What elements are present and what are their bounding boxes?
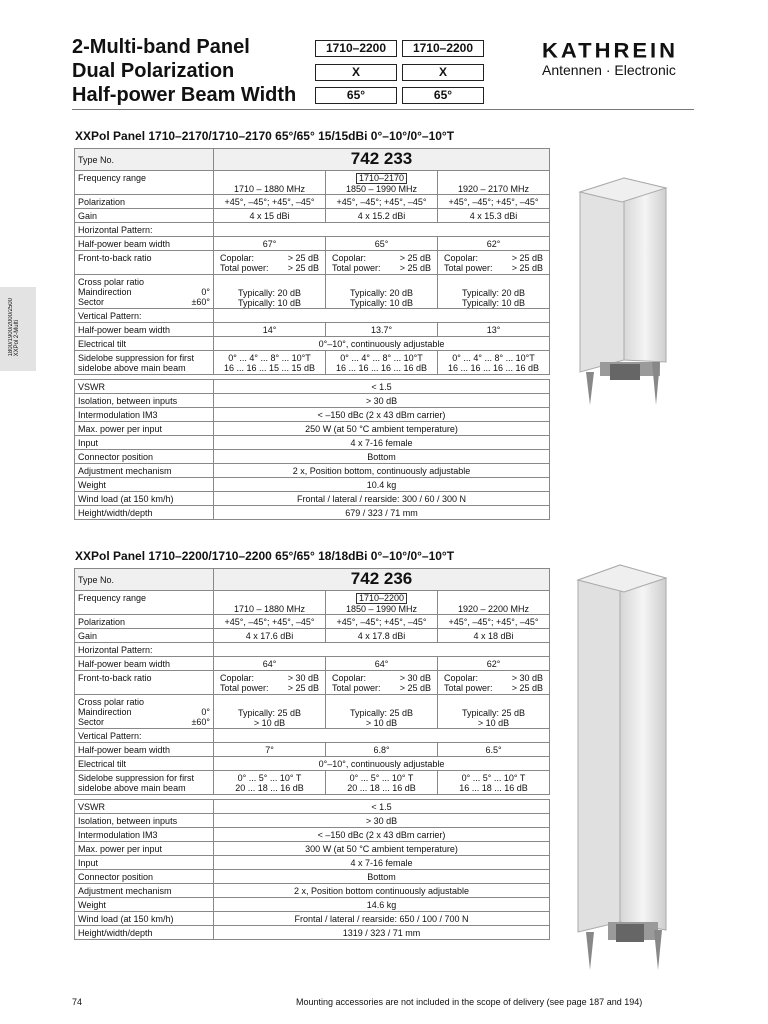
table-cell: 65° bbox=[326, 237, 438, 251]
vpattern-row bbox=[75, 729, 550, 743]
general-row bbox=[75, 814, 550, 828]
band2-beam-box: 65° bbox=[402, 87, 484, 104]
gain-row bbox=[75, 629, 550, 643]
general-row bbox=[75, 478, 550, 492]
side-tab-text: 1800/1900/2000/2500 XXPol 2-Multi bbox=[8, 298, 20, 357]
general-row bbox=[75, 492, 550, 506]
table-cell: Connector position bbox=[75, 870, 214, 884]
table-cell: Front-to-back ratio bbox=[75, 251, 214, 275]
table-cell: Intermodulation IM3 bbox=[75, 408, 214, 422]
table-cell: < –150 dBc (2 x 43 dBm carrier) bbox=[214, 828, 550, 842]
general-row bbox=[75, 450, 550, 464]
gain-row bbox=[75, 209, 550, 223]
table-cell: 62° bbox=[438, 657, 550, 671]
table-cell: Wind load (at 150 km/h) bbox=[75, 912, 214, 926]
table-cell: +45°, –45°; +45°, –45° bbox=[438, 195, 550, 209]
table-cell: Copolar: > 25 dB Total power: > 25 dB bbox=[214, 251, 326, 275]
freq-row bbox=[75, 591, 550, 615]
band1-beam-box: 65° bbox=[315, 87, 397, 104]
table-cell: 1710–2200 1850 – 1990 MHz bbox=[326, 591, 438, 615]
table-cell: 0° ... 4° ... 8° ... 10°T 16 ... 16 ... 15 ... 15 dB bbox=[214, 351, 326, 375]
type-number: 742 236 bbox=[350, 568, 413, 588]
general-row bbox=[75, 870, 550, 884]
table-cell: Weight bbox=[75, 898, 214, 912]
table-cell bbox=[214, 309, 550, 323]
table-cell: 2 x, Position bottom continuously adjustable bbox=[214, 884, 550, 898]
table-cell: +45°, –45°; +45°, –45° bbox=[214, 615, 326, 629]
table-cell: Height/width/depth bbox=[75, 926, 214, 940]
general-row bbox=[75, 464, 550, 478]
table-cell: Copolar: > 30 dB Total power: > 25 dB bbox=[214, 671, 326, 695]
table-cell: Electrical tilt bbox=[75, 337, 214, 351]
table-cell: Half-power beam width bbox=[75, 657, 214, 671]
table-cell: Bottom bbox=[214, 450, 550, 464]
table-cell: 64° bbox=[214, 657, 326, 671]
table-cell: Copolar: > 25 dB Total power: > 25 dB bbox=[326, 251, 438, 275]
table-cell: Weight bbox=[75, 478, 214, 492]
general-row bbox=[75, 856, 550, 870]
table-cell: Adjustment mechanism bbox=[75, 464, 214, 478]
table-cell: Horizontal Pattern: bbox=[75, 643, 214, 657]
page-number: 74 bbox=[72, 997, 83, 1007]
table-cell: 14° bbox=[214, 323, 326, 337]
tilt-row bbox=[75, 757, 550, 771]
table-cell: Cross polar ratio Maindirection 0° Sector ±60° bbox=[75, 695, 214, 729]
general-row bbox=[75, 506, 550, 520]
table-cell: 1710–2170 1850 – 1990 MHz bbox=[326, 171, 438, 195]
band1-freq-box: 1710–2200 bbox=[315, 40, 397, 57]
general-row bbox=[75, 828, 550, 842]
table-cell: 0° ... 4° ... 8° ... 10°T 16 ... 16 ... 16 ... 16 dB bbox=[326, 351, 438, 375]
table-cell: VSWR bbox=[75, 800, 214, 814]
hbw-row bbox=[75, 657, 550, 671]
spec-table bbox=[74, 148, 550, 520]
table-cell bbox=[214, 729, 550, 743]
vpattern-row bbox=[75, 309, 550, 323]
table-cell: Input bbox=[75, 856, 214, 870]
table-cell: 14.6 kg bbox=[214, 898, 550, 912]
table-cell: < 1.5 bbox=[214, 800, 550, 814]
page-title-line-3: Half-power Beam Width bbox=[72, 84, 297, 106]
general-row bbox=[75, 842, 550, 856]
table-cell: 0° ... 5° ... 10° T 20 ... 18 ... 16 dB bbox=[326, 771, 438, 795]
table-cell: 300 W (at 50 °C ambient temperature) bbox=[214, 842, 550, 856]
table-cell: Type No. bbox=[75, 569, 214, 591]
table-cell: 13.7° bbox=[326, 323, 438, 337]
table-cell: 4 x 18 dBi bbox=[438, 629, 550, 643]
band2-freq-box: 1710–2200 bbox=[402, 40, 484, 57]
table-cell: Copolar: > 25 dB Total power: > 25 dB bbox=[438, 251, 550, 275]
table-cell: Frequency range bbox=[75, 171, 214, 195]
table-cell: Typically: 20 dB Typically: 10 dB bbox=[438, 275, 550, 309]
hpattern-row bbox=[75, 223, 550, 237]
table-cell: 1920 – 2200 MHz bbox=[438, 591, 550, 615]
footer-note: Mounting accessories are not included in the scope of delivery (see page 187 and 194) bbox=[296, 997, 643, 1007]
table-cell: 4 x 15 dBi bbox=[214, 209, 326, 223]
table-cell bbox=[214, 569, 550, 591]
general-row bbox=[75, 394, 550, 408]
table-cell bbox=[214, 643, 550, 657]
table-cell: Sidelobe suppression for first sidelobe above main beam bbox=[75, 351, 214, 375]
table-cell: 1710 – 1880 MHz bbox=[214, 591, 326, 615]
table-cell: +45°, –45°; +45°, –45° bbox=[438, 615, 550, 629]
table-cell: Frontal / lateral / rearside: 300 / 60 / 300 N bbox=[214, 492, 550, 506]
table-cell: Connector position bbox=[75, 450, 214, 464]
table-cell: Bottom bbox=[214, 870, 550, 884]
general-row bbox=[75, 912, 550, 926]
table-cell: Cross polar ratio Maindirection 0° Sector ±60° bbox=[75, 275, 214, 309]
table-cell: 0° ... 5° ... 10° T 20 ... 18 ... 16 dB bbox=[214, 771, 326, 795]
table-cell: Copolar: > 30 dB Total power: > 25 dB bbox=[438, 671, 550, 695]
table-cell: Vertical Pattern: bbox=[75, 729, 214, 743]
table-cell: Frequency range bbox=[75, 591, 214, 615]
ftb-row bbox=[75, 671, 550, 695]
general-row bbox=[75, 408, 550, 422]
general-row bbox=[75, 422, 550, 436]
table-cell: Front-to-back ratio bbox=[75, 671, 214, 695]
table-cell: 4 x 17.6 dBi bbox=[214, 629, 326, 643]
general-row bbox=[75, 436, 550, 450]
table-cell: 679 / 323 / 71 mm bbox=[214, 506, 550, 520]
antenna-image-tall bbox=[568, 560, 688, 980]
table-cell: > 30 dB bbox=[214, 394, 550, 408]
table-cell: Frontal / lateral / rearside: 650 / 100 / 700 N bbox=[214, 912, 550, 926]
table-cell: Vertical Pattern: bbox=[75, 309, 214, 323]
brand-logo: KATHREIN bbox=[542, 38, 679, 63]
table-cell: 1920 – 2170 MHz bbox=[438, 171, 550, 195]
table-cell: 4 x 17.8 dBi bbox=[326, 629, 438, 643]
table-cell: 0°–10°, continuously adjustable bbox=[214, 337, 550, 351]
table-cell: Wind load (at 150 km/h) bbox=[75, 492, 214, 506]
freq-range-box: 1710–2200 bbox=[356, 593, 407, 604]
table-cell: Sidelobe suppression for first sidelobe above main beam bbox=[75, 771, 214, 795]
table-cell: Gain bbox=[75, 629, 214, 643]
xpol-row bbox=[75, 275, 550, 309]
sidelobe-row bbox=[75, 351, 550, 375]
hpattern-row bbox=[75, 643, 550, 657]
general-row bbox=[75, 800, 550, 814]
pol-row bbox=[75, 615, 550, 629]
table-cell: 10.4 kg bbox=[214, 478, 550, 492]
table-cell: 0° ... 4° ... 8° ... 10°T 16 ... 16 ... 16 ... 16 dB bbox=[438, 351, 550, 375]
table-cell: Horizontal Pattern: bbox=[75, 223, 214, 237]
spec-table bbox=[74, 568, 550, 940]
table-cell: 64° bbox=[326, 657, 438, 671]
header-divider bbox=[72, 109, 694, 110]
table-cell: 67° bbox=[214, 237, 326, 251]
table-cell: Max. power per input bbox=[75, 422, 214, 436]
table-cell: < –150 dBc (2 x 43 dBm carrier) bbox=[214, 408, 550, 422]
table-cell: 4 x 15.3 dBi bbox=[438, 209, 550, 223]
vbw-row bbox=[75, 323, 550, 337]
pol-row bbox=[75, 195, 550, 209]
tilt-row bbox=[75, 337, 550, 351]
band1-pol-box: X bbox=[315, 64, 397, 81]
vbw-row bbox=[75, 743, 550, 757]
table-cell: 250 W (at 50 °C ambient temperature) bbox=[214, 422, 550, 436]
table-cell: 7° bbox=[214, 743, 326, 757]
type-row bbox=[75, 149, 550, 171]
table-cell: Half-power beam width bbox=[75, 323, 214, 337]
table-cell: Typically: 20 dB Typically: 10 dB bbox=[326, 275, 438, 309]
table-cell: +45°, –45°; +45°, –45° bbox=[326, 195, 438, 209]
general-row bbox=[75, 380, 550, 394]
table-cell: +45°, –45°; +45°, –45° bbox=[214, 195, 326, 209]
table-cell bbox=[214, 223, 550, 237]
sidelobe-row bbox=[75, 771, 550, 795]
band2-pol-box: X bbox=[402, 64, 484, 81]
table-cell: Polarization bbox=[75, 195, 214, 209]
table-cell: Copolar: > 30 dB Total power: > 25 dB bbox=[326, 671, 438, 695]
table-cell: > 30 dB bbox=[214, 814, 550, 828]
general-row bbox=[75, 926, 550, 940]
hbw-row bbox=[75, 237, 550, 251]
antenna-image-short bbox=[560, 150, 690, 415]
table-cell: Typically: 20 dB Typically: 10 dB bbox=[214, 275, 326, 309]
table-cell: 0°–10°, continuously adjustable bbox=[214, 757, 550, 771]
page-title-line-2: Dual Polarization bbox=[72, 60, 235, 82]
table-cell: 6.8° bbox=[326, 743, 438, 757]
table-cell: 4 x 15.2 dBi bbox=[326, 209, 438, 223]
table-cell: Half-power beam width bbox=[75, 237, 214, 251]
table-cell: 6.5° bbox=[438, 743, 550, 757]
general-row bbox=[75, 884, 550, 898]
table-cell: Adjustment mechanism bbox=[75, 884, 214, 898]
type-number: 742 233 bbox=[350, 148, 413, 168]
ftb-row bbox=[75, 251, 550, 275]
table-cell: 1710 – 1880 MHz bbox=[214, 171, 326, 195]
table-cell: 2 x, Position bottom, continuously adjustable bbox=[214, 464, 550, 478]
table-cell: Typically: 25 dB > 10 dB bbox=[326, 695, 438, 729]
page-title-line-1: 2-Multi-band Panel bbox=[72, 36, 250, 58]
table-cell: Intermodulation IM3 bbox=[75, 828, 214, 842]
table-cell: Isolation, between inputs bbox=[75, 394, 214, 408]
table-cell: Typically: 25 dB > 10 dB bbox=[214, 695, 326, 729]
table-cell: Max. power per input bbox=[75, 842, 214, 856]
type-row bbox=[75, 569, 550, 591]
brand-subtitle: Antennen · Electronic bbox=[542, 62, 676, 78]
table-cell: 1319 / 323 / 71 mm bbox=[214, 926, 550, 940]
table-cell: Electrical tilt bbox=[75, 757, 214, 771]
freq-range-box: 1710–2170 bbox=[356, 173, 407, 184]
xpol-row bbox=[75, 695, 550, 729]
table-cell: < 1.5 bbox=[214, 380, 550, 394]
general-row bbox=[75, 898, 550, 912]
table-cell: 0° ... 5° ... 10° T 16 ... 18 ... 16 dB bbox=[438, 771, 550, 795]
table-cell: 4 x 7-16 female bbox=[214, 436, 550, 450]
product-title: XXPol Panel 1710–2200/1710–2200 65°/65° 18/18dBi 0°–10°/0°–10°T bbox=[75, 549, 455, 563]
table-cell: Half-power beam width bbox=[75, 743, 214, 757]
freq-row bbox=[75, 171, 550, 195]
table-cell: Typically: 25 dB > 10 dB bbox=[438, 695, 550, 729]
table-cell: Height/width/depth bbox=[75, 506, 214, 520]
table-cell: 62° bbox=[438, 237, 550, 251]
product-title: XXPol Panel 1710–2170/1710–2170 65°/65° 15/15dBi 0°–10°/0°–10°T bbox=[75, 129, 455, 143]
table-cell: Isolation, between inputs bbox=[75, 814, 214, 828]
table-cell: Type No. bbox=[75, 149, 214, 171]
table-cell: VSWR bbox=[75, 380, 214, 394]
table-cell: 13° bbox=[438, 323, 550, 337]
table-cell: Input bbox=[75, 436, 214, 450]
table-cell bbox=[214, 149, 550, 171]
table-cell: +45°, –45°; +45°, –45° bbox=[326, 615, 438, 629]
table-cell: 4 x 7-16 female bbox=[214, 856, 550, 870]
table-cell: Gain bbox=[75, 209, 214, 223]
table-cell: Polarization bbox=[75, 615, 214, 629]
